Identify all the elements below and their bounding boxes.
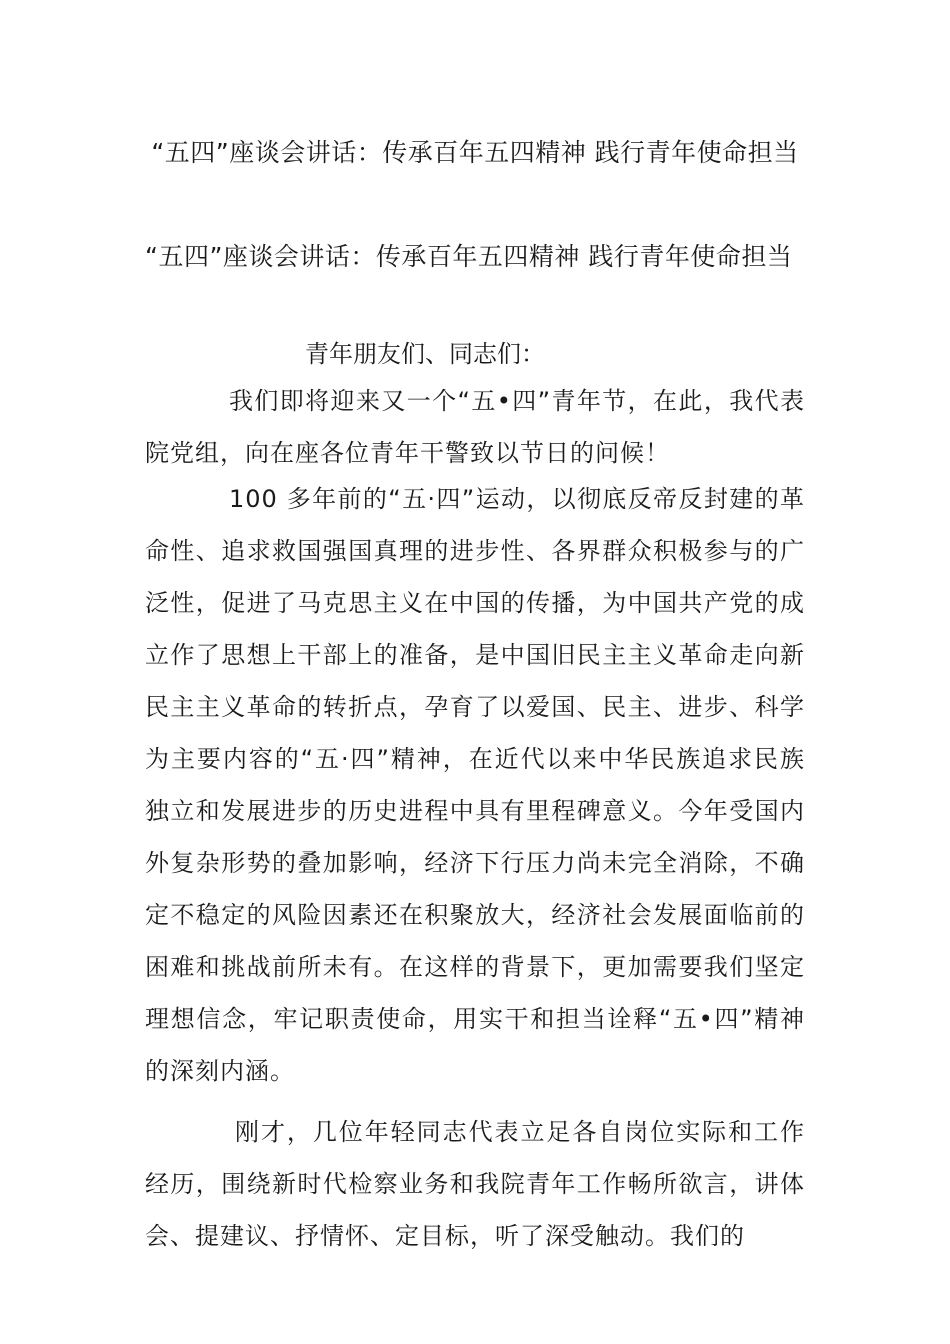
document-title: “五四”座谈会讲话：传承百年五四精神 践行青年使命担当 [151, 138, 799, 167]
greeting: 青年朋友们、同志们： [305, 340, 545, 368]
document-subtitle: “五四”座谈会讲话：传承百年五四精神 践行青年使命担当 [145, 242, 793, 271]
paragraph-1: 我们即将迎来又一个“五•四”青年节，在此，我代表院党组，向在座各位青年干警致以节日的问候！ [145, 387, 805, 467]
paragraph-3: 刚才，几位年轻同志代表立足各自岗位实际和工作经历，围绕新时代检察业务和我院青年工作畅所欲言，讲体会、提建议、抒情怀、定目标，听了深受触动。我们的 [145, 1118, 805, 1250]
paragraph-2: 100 多年前的“五·四”运动，以彻底反帝反封建的革命性、追求救国强国真理的进步性、各界群众积极参与的广泛性，促进了马克思主义在中国的传播，为中国共产党的成立作了思想上干部上的准备，是中国旧民主主义革命走向新民主主义革命的转折点，孕育了以爱国、民主、进步、科学为主要内容的“五·四”精神，在近代以来中华民族追求民族独立和发展进步的历史进程中具有里程碑意义。今年受国内外复杂形势的叠加影响，经济下行压力尚未完全消除，不确定不稳定的风险因素还在积聚放大，经济社会发展面临前的困难和挑战前所未有。在这样的背景下，更加需要我们坚定理想信念，牢记职责使命，用实干和担当诠释“五•四”精神的深刻内涵。 [145, 485, 805, 1085]
